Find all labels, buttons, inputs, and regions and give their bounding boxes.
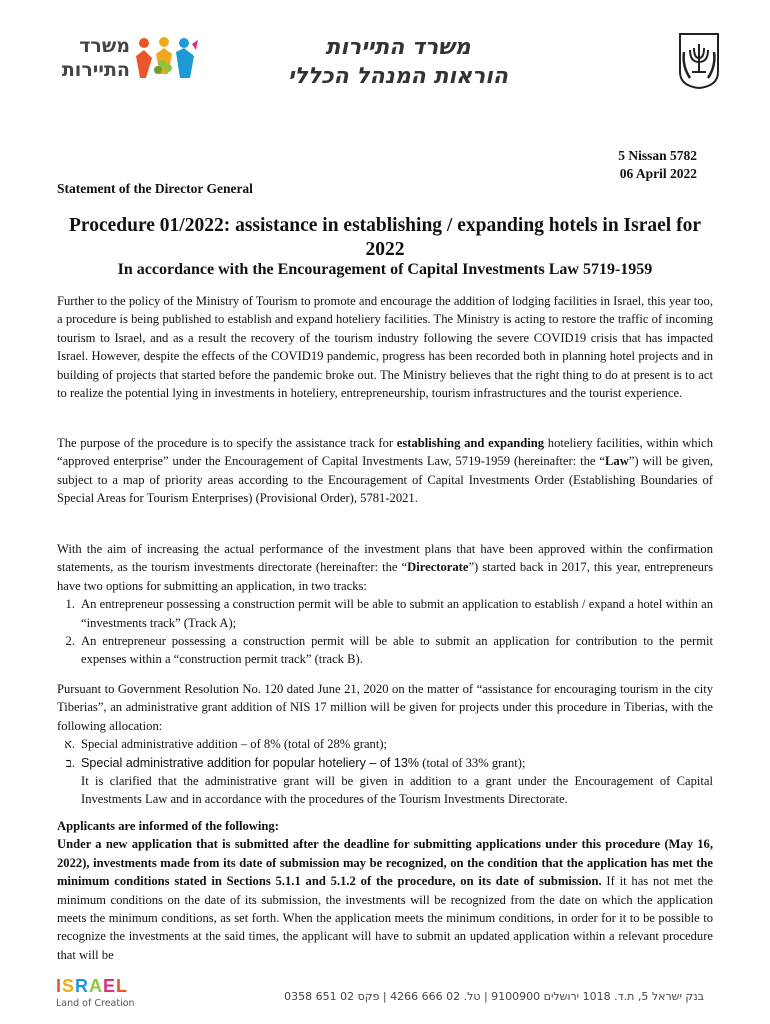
list-item-mark: א. bbox=[64, 737, 75, 752]
paragraph-tiberias bbox=[57, 680, 713, 809]
ministry-logo-text bbox=[42, 34, 130, 82]
state-emblem-icon bbox=[676, 32, 722, 90]
list-item bbox=[57, 754, 713, 772]
hebrew-calendar-date: 5 Nissan 5782 bbox=[618, 148, 697, 163]
list-item bbox=[57, 735, 713, 753]
purpose-law-term: Law bbox=[605, 454, 629, 469]
purpose-bold: establishing and expanding bbox=[396, 436, 545, 450]
paragraph-tracks bbox=[57, 540, 713, 669]
applicants-heading: Applicants are informed of the following: bbox=[57, 819, 279, 833]
ministry-title bbox=[288, 34, 508, 92]
list-item-number: 1. bbox=[65, 597, 75, 612]
people-figures-icon bbox=[134, 34, 200, 86]
tracks-text-2: ”) started back in 2017, this year, entrepreneurs have two options for submitting an application, in two tracks: bbox=[57, 560, 713, 593]
purpose-text-3: ”) will be given, subject to a map of priority areas according to the Encouragement of Capital Investments Order (Establishing Boundaries of Special Areas for Tourism Enterprises) (Provisional Order), 5781-2021. bbox=[57, 454, 713, 506]
procedure-title: Procedure 01/2022: assistance in establishing / expanding hotels in Israel for 2022 bbox=[69, 215, 701, 260]
tracks-list bbox=[57, 595, 713, 669]
tracks-directorate-term: Directorate bbox=[407, 560, 469, 575]
paragraph-purpose bbox=[57, 434, 713, 508]
allocation-list bbox=[57, 735, 713, 772]
israel-brand-word: ISRAEL bbox=[56, 976, 129, 996]
list-item bbox=[57, 595, 713, 632]
list-item-text: Special administrative addition – of 8% (total of 28% grant); bbox=[81, 737, 388, 752]
tiberias-intro: Pursuant to Government Resolution No. 120 dated June 21, 2020 on the matter of “assistance for encouraging tourism in the city Tiberias”, an administrative grant addition of NIS 17 million will be given for projects under this procedure in Tiberias, with the following allocation: bbox=[57, 682, 713, 733]
footer-address: בנק ישראל 5, ת.ד. 1018 ירושלים 9100900 | טל. 02 666 4266 | פקס 02 651 0358 bbox=[284, 990, 704, 1003]
gregorian-date: 06 April 2022 bbox=[619, 166, 697, 181]
letterhead-footer bbox=[0, 966, 770, 1024]
statement-label: Statement of the Director General bbox=[57, 181, 253, 196]
list-item-text: An entrepreneur possessing a construction permit will be able to submit an application to establish / expand a hotel within an “investments track” (Track A); bbox=[81, 597, 713, 630]
ministry-title-line1: משרד התיירות bbox=[325, 35, 471, 60]
ministry-logo-line1: משרד bbox=[79, 35, 130, 57]
purpose-text-2: hoteliery facilities, within which “approved enterprise” under the Encouragement of Capital Investments Law, 5719-1959 (hereinafter: the “ bbox=[57, 436, 713, 469]
list-item-mark: ב. bbox=[65, 755, 75, 770]
tiberias-clarification: It is clarified that the administrative grant will be given in addition to a grant under the Encouragement of Capital Investments Law and in accordance with the procedures of the Tourism Investments Directorate. bbox=[81, 774, 713, 807]
list-item-text: An entrepreneur possessing a construction permit will be able to submit an application for contribution to the permit expenses within a “construction permit track” (track B). bbox=[81, 634, 713, 667]
list-item bbox=[57, 632, 713, 669]
ministry-of-tourism-logo bbox=[42, 34, 202, 90]
purpose-text-1: The purpose of the procedure is to specify the assistance track for bbox=[57, 436, 397, 450]
tracks-text-1: With the aim of increasing the actual performance of the investment plans that have been approved within the confirmation statements, as the tourism investments directorate (hereinafter: the “ bbox=[57, 542, 713, 575]
list-item-text: Special administrative addition for popular hoteliery – of 13% bbox=[81, 755, 420, 770]
document-date bbox=[618, 147, 697, 183]
procedure-subtitle: In accordance with the Encouragement of Capital Investments Law 5719-1959 bbox=[117, 261, 653, 278]
applicants-text: If it has not met the minimum conditions on the date of its submission, the investments will be recognized from the date on which the application meets the minimum conditions, as set forth. When the application meets the minimum conditions, in order for it to be possible to recognize the investments at the said times, the applicant will have to submit an updated application within a relevant procedure that will be bbox=[57, 874, 713, 962]
applicants-bold-text: Under a new application that is submitted after the deadline for submitting applications under this procedure (May 16, 2022), investments made from its date of submission may be recognized, on the condition that the application has met the minimum conditions stated in Sections 5.1.1 and 5.1.2 of the procedure, on its date of submission. bbox=[57, 837, 713, 889]
ministry-logo-line2: התיירות bbox=[61, 59, 130, 81]
paragraph-applicants bbox=[57, 817, 713, 964]
list-item-number: 2. bbox=[65, 634, 75, 649]
list-item-text-rest: (total of 33% grant); bbox=[419, 755, 526, 770]
israel-brand-logo bbox=[56, 976, 135, 1009]
letterhead bbox=[0, 0, 770, 110]
ministry-title-line2: הוראות המנהל הכללי bbox=[288, 64, 508, 89]
israel-brand-tagline: Land of Creation bbox=[56, 998, 135, 1009]
paragraph-intro: Further to the policy of the Ministry of Tourism to promote and encourage the addition of lodging facilities in Israel, this year too, a procedure is being published to establish and expand hoteliery facilities. The Ministry is acting to restore the traffic of incoming tourism to Israel, and as a result the recovery of the tourism industry following the severe COVID19 crisis that has impacted Israel. However, despite the effects of the COVID19 pandemic, progress has been recorded both in planning hotel projects and in building of projects that started before the pandemic broke out. The Ministry believes that the right thing to do at present is to act to realize the potential lying in investments in hoteliery, entrepreneurship, tourism infrastructures and the tourist experience. bbox=[57, 294, 713, 401]
